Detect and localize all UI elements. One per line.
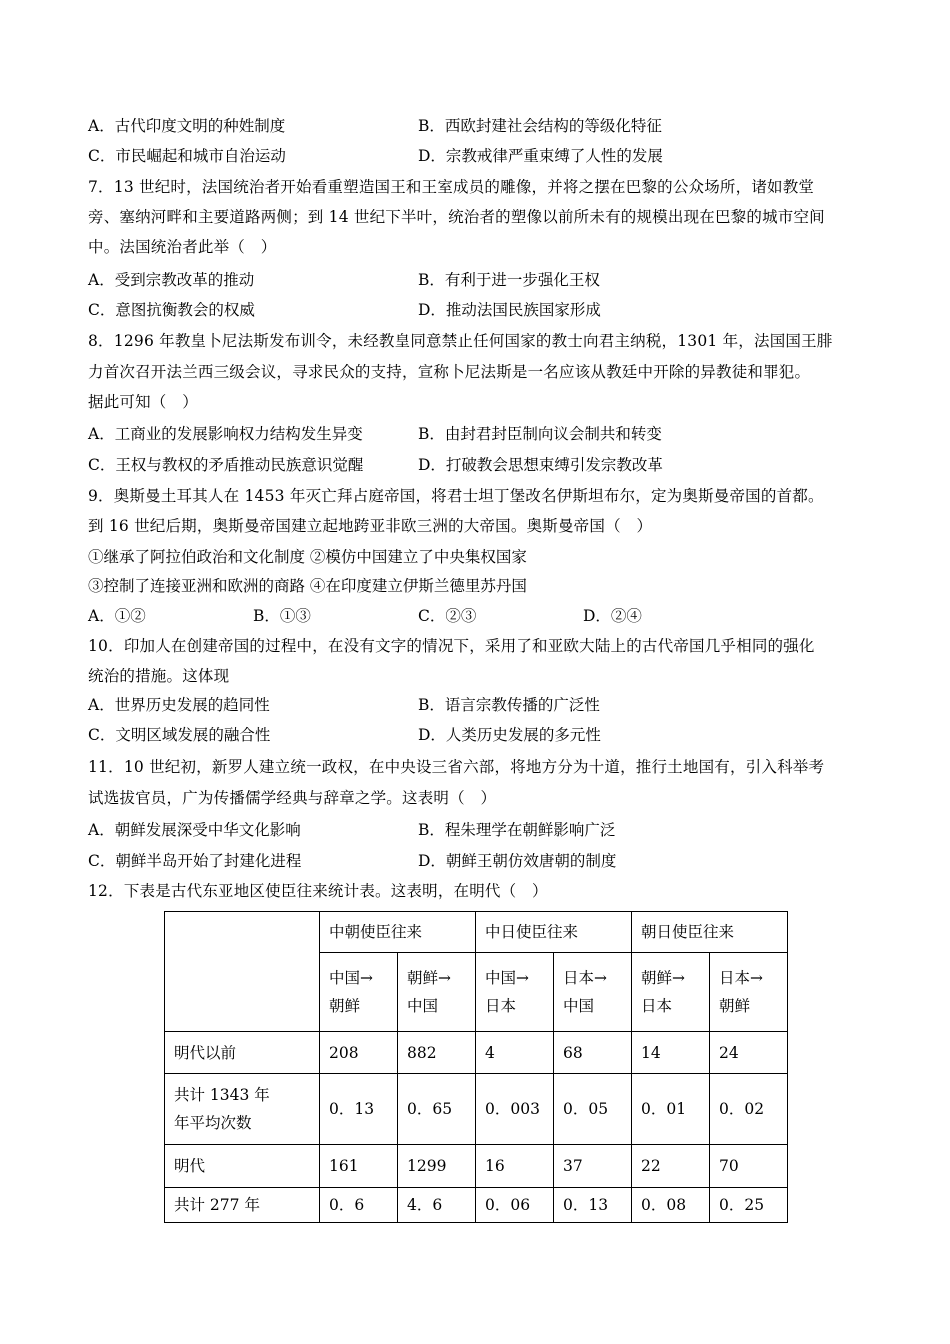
q6-option-b: B．西欧封建社会结构的等级化特征 (418, 117, 662, 135)
subheader-korea-to-china: 朝鲜→ 中国 (398, 953, 476, 1032)
table-cell: 4 (476, 1032, 554, 1074)
table-cell: 37 (554, 1145, 632, 1188)
q9-option-a: A．①② (88, 607, 146, 625)
table-corner-cell (165, 912, 320, 1032)
q9-line-1: 9．奥斯曼土耳其人在 1453 年灭亡拜占庭帝国，将君士坦丁堡改名伊斯坦布尔，定为奥斯曼帝国的首都。 (88, 487, 824, 505)
table-cell: 0．25 (710, 1188, 788, 1223)
q6-options-row-1 (88, 116, 868, 136)
q6-options-row-2 (88, 146, 868, 166)
table-cell: 0．08 (632, 1188, 710, 1223)
table-cell: 24 (710, 1032, 788, 1074)
q8-option-d: D．打破教会思想束缚引发宗教改革 (418, 456, 663, 474)
q9-option-b: B．①③ (253, 607, 311, 625)
group-header-china-korea: 中朝使臣往来 (320, 912, 476, 953)
q10-line-1: 10．印加人在创建帝国的过程中，在没有文字的情况下，采用了和亚欧大陆上的古代帝国几乎相同的强化 (88, 637, 815, 655)
row-label: 明代 (165, 1145, 320, 1188)
table-row (165, 1032, 788, 1074)
table-row (165, 1188, 788, 1223)
q8-line-1: 8．1296 年教皇卜尼法斯发布训令，未经教皇同意禁止任何国家的教士向君主纳税，1301 年，法国国王腓 (88, 332, 833, 350)
table-cell: 882 (398, 1032, 476, 1074)
subheader-japan-to-china: 日本→ 中国 (554, 953, 632, 1032)
q6-option-a: A．古代印度文明的种姓制度 (88, 117, 286, 135)
q8-options-row-2 (88, 455, 868, 475)
q7-option-d: D．推动法国民族国家形成 (418, 301, 601, 319)
q11-option-b: B．程朱理学在朝鲜影响广泛 (418, 821, 616, 839)
q8-line-3: 据此可知（ ） (88, 393, 198, 411)
q6-option-d: D．宗教戒律严重束缚了人性的发展 (418, 147, 663, 165)
q11-line-2: 试选拔官员，广为传播儒学经典与辞章之学。这表明（ ） (88, 789, 497, 807)
table-cell: 0．6 (320, 1188, 398, 1223)
q6-option-c: C．市民崛起和城市自治运动 (88, 147, 286, 165)
q9-statement-line-2: ③控制了连接亚洲和欧洲的商路 ④在印度建立伊斯兰德里苏丹国 (88, 577, 527, 595)
q10-option-c: C．文明区域发展的融合性 (88, 726, 271, 744)
table-cell: 0．65 (398, 1074, 476, 1145)
q7-line-1: 7．13 世纪时，法国统治者开始看重塑造国王和王室成员的雕像，并将之摆在巴黎的公众场所，诸如教堂 (88, 178, 815, 196)
q8-option-a: A．工商业的发展影响权力结构发生异变 (88, 425, 363, 443)
group-header-korea-japan: 朝日使臣往来 (632, 912, 788, 953)
q10-option-b: B．语言宗教传播的广泛性 (418, 696, 600, 714)
envoy-statistics-table (164, 911, 788, 1223)
q11-option-a: A．朝鲜发展深受中华文化影响 (88, 821, 301, 839)
group-header-china-japan: 中日使臣往来 (476, 912, 632, 953)
q7-line-2: 旁、塞纳河畔和主要道路两侧；到 14 世纪下半叶，统治者的塑像以前所未有的规模出现在巴黎的城市空间 (88, 208, 825, 226)
table-cell: 16 (476, 1145, 554, 1188)
subheader-china-to-korea: 中国→ 朝鲜 (320, 953, 398, 1032)
q8-option-c: C．王权与教权的矛盾推动民族意识觉醒 (88, 456, 364, 474)
row-label: 明代以前 (165, 1032, 320, 1074)
q10-options-row-1 (88, 695, 868, 715)
q11-options-row-2 (88, 851, 868, 871)
q11-line-1: 11．10 世纪初，新罗人建立统一政权，在中央设三省六部，将地方分为十道，推行土地国有，引入科举考 (88, 758, 825, 776)
q11-options-row-1 (88, 820, 868, 840)
table-cell: 0．02 (710, 1074, 788, 1145)
table-cell: 161 (320, 1145, 398, 1188)
row-label: 共计 1343 年 年平均次数 (165, 1074, 320, 1145)
q8-line-2: 力首次召开法兰西三级会议，寻求民众的支持，宣称卜尼法斯是一名应该从教廷中开除的异教徒和罪犯。 (88, 363, 811, 381)
q12-stem: 12．下表是古代东亚地区使臣往来统计表。这表明，在明代（ ） (88, 882, 548, 900)
q11-option-c: C．朝鲜半岛开始了封建化进程 (88, 852, 302, 870)
table-cell: 0．13 (554, 1188, 632, 1223)
table-cell: 68 (554, 1032, 632, 1074)
q7-option-a: A．受到宗教改革的推动 (88, 271, 255, 289)
table-cell: 14 (632, 1032, 710, 1074)
table-row (165, 1145, 788, 1188)
table-group-header-row (165, 912, 788, 953)
q9-options-row (88, 606, 868, 626)
table-cell: 70 (710, 1145, 788, 1188)
q7-option-b: B．有利于进一步强化王权 (418, 271, 600, 289)
subheader-japan-to-korea: 日本→ 朝鲜 (710, 953, 788, 1032)
row-label: 共计 277 年 (165, 1188, 320, 1223)
q7-options-row-1 (88, 270, 868, 290)
subheader-china-to-japan: 中国→ 日本 (476, 953, 554, 1032)
table-cell: 0．06 (476, 1188, 554, 1223)
q8-options-row-1 (88, 424, 868, 444)
q9-statement-line-1: ①继承了阿拉伯政治和文化制度 ②模仿中国建立了中央集权国家 (88, 548, 527, 566)
q10-options-row-2 (88, 725, 868, 745)
table-cell: 0．01 (632, 1074, 710, 1145)
q7-line-3: 中。法国统治者此举（ ） (88, 238, 277, 256)
q10-option-d: D．人类历史发展的多元性 (418, 726, 601, 744)
q10-option-a: A．世界历史发展的趋同性 (88, 696, 270, 714)
q7-options-row-2 (88, 300, 868, 320)
q10-line-2: 统治的措施。这体现 (88, 667, 230, 685)
q9-option-c: C．②③ (418, 607, 477, 625)
q8-option-b: B．由封君封臣制向议会制共和转变 (418, 425, 662, 443)
table-row (165, 1074, 788, 1145)
q9-option-d: D．②④ (583, 607, 642, 625)
table-cell: 4．6 (398, 1188, 476, 1223)
table-cell: 22 (632, 1145, 710, 1188)
table-cell: 0．13 (320, 1074, 398, 1145)
q9-line-2: 到 16 世纪后期，奥斯曼帝国建立起地跨亚非欧三洲的大帝国。奥斯曼帝国（ ） (88, 517, 653, 535)
table-cell: 208 (320, 1032, 398, 1074)
table-cell: 0．05 (554, 1074, 632, 1145)
subheader-korea-to-japan: 朝鲜→ 日本 (632, 953, 710, 1032)
q7-option-c: C．意图抗衡教会的权威 (88, 301, 255, 319)
q11-option-d: D．朝鲜王朝仿效唐朝的制度 (418, 852, 617, 870)
table-cell: 0．003 (476, 1074, 554, 1145)
table-cell: 1299 (398, 1145, 476, 1188)
